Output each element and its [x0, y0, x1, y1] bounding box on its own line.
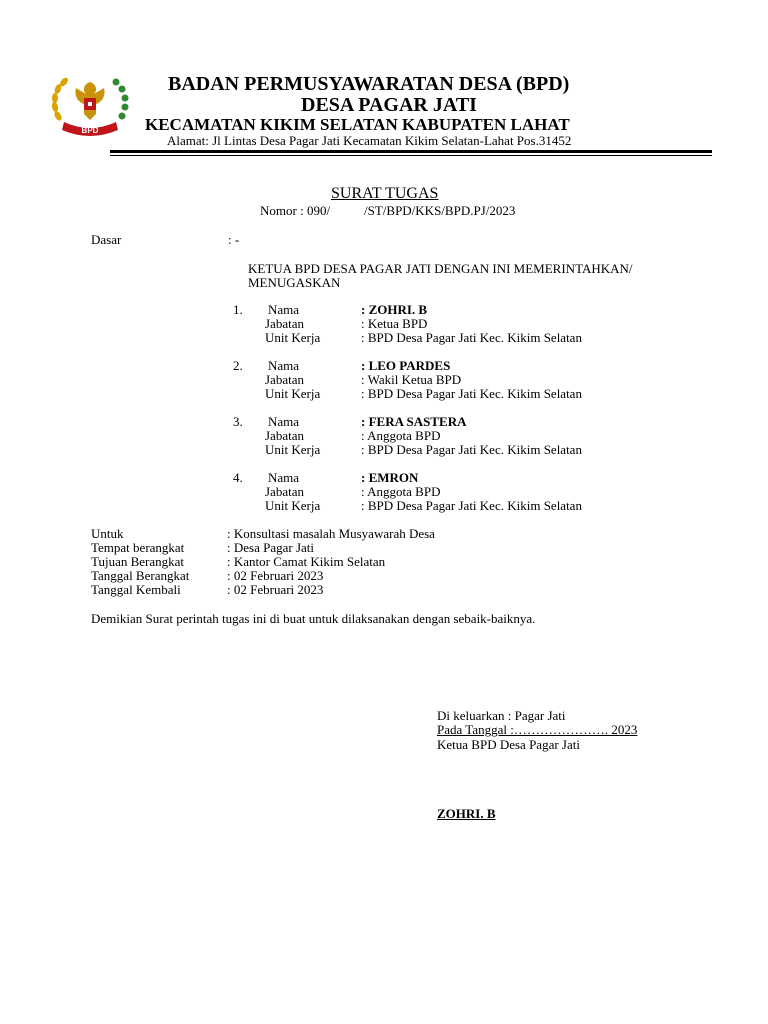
- person-3-nama: : FERA SASTERA: [361, 414, 467, 429]
- person-3-jabatan-label: Jabatan: [265, 428, 304, 443]
- person-3-nama-label: Nama: [268, 414, 300, 429]
- person-1-unit: : BPD Desa Pagar Jati Kec. Kikim Selatan: [361, 330, 582, 345]
- person-1-unit-label: Unit Kerja: [265, 330, 321, 345]
- person-3-unit: : BPD Desa Pagar Jati Kec. Kikim Selatan: [361, 442, 582, 457]
- logo-text: BPD: [81, 126, 99, 135]
- signature-name: ZOHRI. B: [437, 806, 496, 821]
- header-rule-thick: [110, 150, 712, 153]
- person-4-unit: : BPD Desa Pagar Jati Kec. Kikim Selatan: [361, 498, 582, 513]
- person-2-jabatan: : Wakil Ketua BPD: [361, 372, 462, 387]
- person-1-nama-label: Nama: [268, 302, 300, 317]
- person-4-jabatan: : Anggota BPD: [361, 484, 441, 499]
- person-4-nama-label: Nama: [268, 470, 300, 485]
- header-village-name: DESA PAGAR JATI: [301, 94, 477, 116]
- detail-tempat-label: Tempat berangkat: [91, 540, 185, 555]
- closing-statement: Demikian Surat perintah tugas ini di buat untuk dilaksanakan dengan sebaik-baiknya.: [91, 611, 536, 626]
- detail-untuk-value: : Konsultasi masalah Musyawarah Desa: [227, 526, 435, 541]
- person-1-number: 1.: [233, 302, 243, 317]
- nomor-label: Nomor : 090/: [260, 203, 331, 218]
- header-org-name: BADAN PERMUSYAWARATAN DESA (BPD): [168, 73, 570, 95]
- nomor-suffix: /ST/BPD/KKS/BPD.PJ/2023: [364, 203, 516, 218]
- person-4-number: 4.: [233, 470, 243, 485]
- signature-position: Ketua BPD Desa Pagar Jati: [437, 737, 580, 752]
- person-3-number: 3.: [233, 414, 243, 429]
- detail-berangkat-label: Tanggal Berangkat: [91, 568, 190, 583]
- person-4-unit-label: Unit Kerja: [265, 498, 321, 513]
- header-address: Alamat: Jl Lintas Desa Pagar Jati Kecamatan Kikim Selatan-Lahat Pos.31452: [167, 133, 572, 148]
- instruction-line1: KETUA BPD DESA PAGAR JATI DENGAN INI MEMERINTAHKAN/: [248, 261, 633, 276]
- detail-tujuan-value: : Kantor Camat Kikim Selatan: [227, 554, 386, 569]
- detail-kembali-value: : 02 Februari 2023: [227, 582, 324, 597]
- dasar-label: Dasar: [91, 232, 122, 247]
- document-title: SURAT TUGAS: [331, 185, 439, 202]
- person-1-jabatan-label: Jabatan: [265, 316, 304, 331]
- detail-kembali-label: Tanggal Kembali: [91, 582, 181, 597]
- person-1-nama: : ZOHRI. B: [361, 302, 428, 317]
- detail-berangkat-value: : 02 Februari 2023: [227, 568, 324, 583]
- person-2-number: 2.: [233, 358, 243, 373]
- detail-tempat-value: : Desa Pagar Jati: [227, 540, 315, 555]
- person-4-nama: : EMRON: [361, 470, 419, 485]
- person-4-jabatan-label: Jabatan: [265, 484, 304, 499]
- header-rule-thin: [110, 155, 712, 156]
- instruction-line2: MENUGASKAN: [248, 275, 341, 290]
- bpd-emblem-logo: [46, 72, 134, 140]
- signature-issued: Di keluarkan : Pagar Jati: [437, 708, 566, 723]
- person-2-jabatan-label: Jabatan: [265, 372, 304, 387]
- detail-tujuan-label: Tujuan Berangkat: [91, 554, 185, 569]
- person-2-nama-label: Nama: [268, 358, 300, 373]
- person-3-unit-label: Unit Kerja: [265, 442, 321, 457]
- person-3-jabatan: : Anggota BPD: [361, 428, 441, 443]
- person-1-jabatan: : Ketua BPD: [361, 316, 428, 331]
- detail-untuk-label: Untuk: [91, 526, 124, 541]
- person-2-nama: : LEO PARDES: [361, 358, 451, 373]
- header-district: KECAMATAN KIKIM SELATAN KABUPATEN LAHAT: [145, 115, 570, 134]
- dasar-value: : -: [228, 232, 240, 247]
- person-2-unit-label: Unit Kerja: [265, 386, 321, 401]
- signature-date: Pada Tanggal :…………………. 2023: [437, 722, 638, 737]
- person-2-unit: : BPD Desa Pagar Jati Kec. Kikim Selatan: [361, 386, 582, 401]
